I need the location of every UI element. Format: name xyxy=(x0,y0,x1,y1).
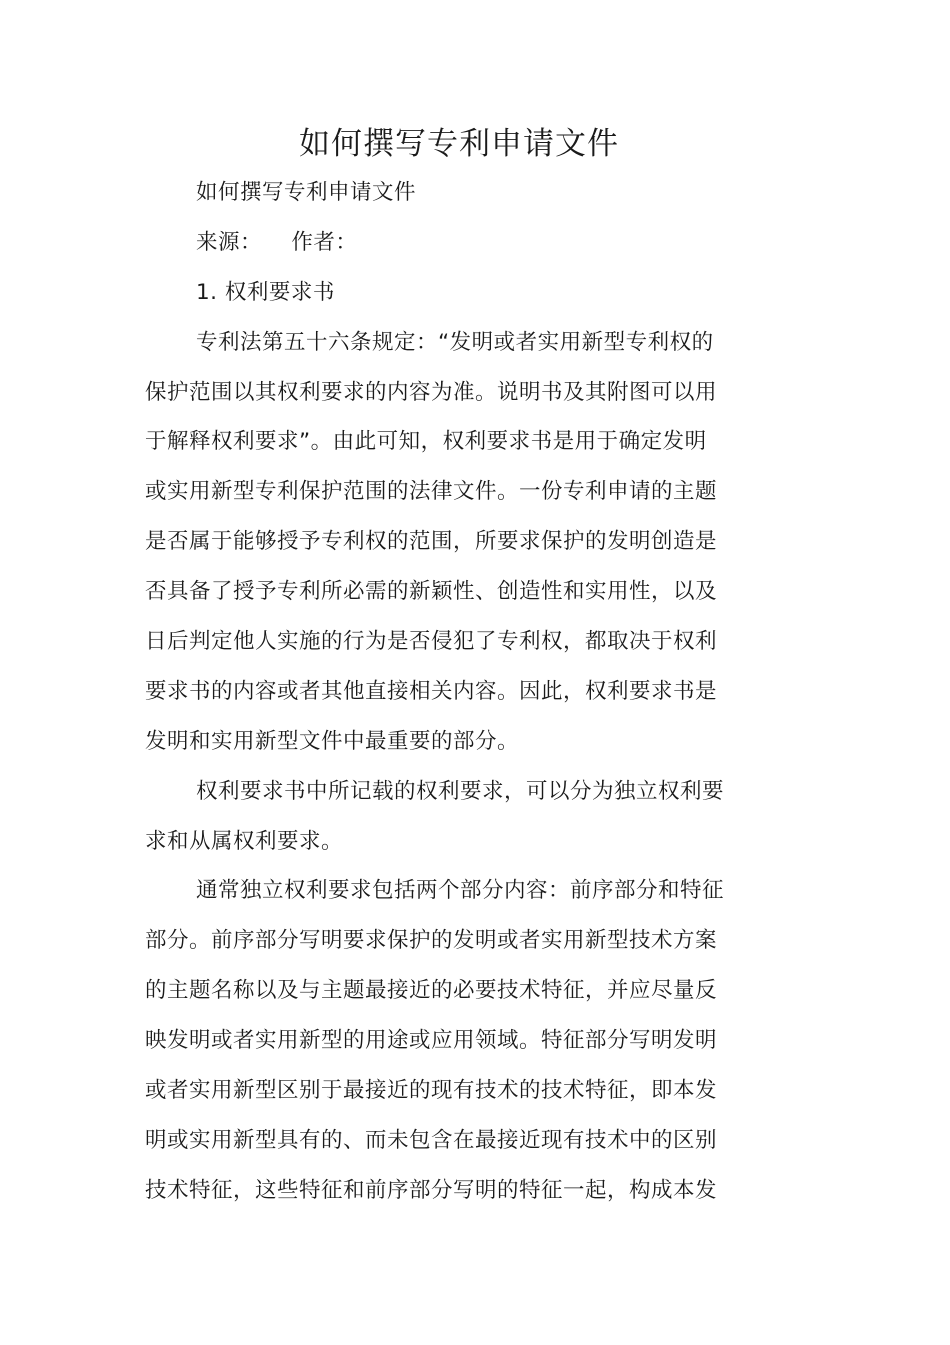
body-line: 部分。前序部分写明要求保护的发明或者实用新型技术方案 xyxy=(145,928,718,954)
body-line: 专利法第五十六条规定：“发明或者实用新型专利权的 xyxy=(196,329,714,355)
body-line: 通常独立权利要求包括两个部分内容：前序部分和特征 xyxy=(196,878,725,904)
document-body xyxy=(145,168,747,1216)
document-title: 如何撰写专利申请文件 xyxy=(299,126,619,162)
body-line: 映发明或者实用新型的用途或应用领域。特征部分写明发明 xyxy=(145,1028,718,1054)
body-line: 要求书的内容或者其他直接相关内容。因此，权利要求书是 xyxy=(145,678,718,704)
body-line: 发明和实用新型文件中最重要的部分。 xyxy=(145,728,520,754)
body-line: 或者实用新型区别于最接近的现有技术的技术特征，即本发 xyxy=(145,1078,718,1104)
body-line: 于解释权利要求”。由此可知，权利要求书是用于确定发明 xyxy=(145,429,707,455)
body-line: 保护范围以其权利要求的内容为准。说明书及其附图可以用 xyxy=(145,379,718,405)
body-line: 如何撰写专利申请文件 xyxy=(196,180,417,205)
body-line: 来源： 作者： xyxy=(196,229,358,255)
body-line: 权利要求书中所记载的权利要求，可以分为独立权利要 xyxy=(196,778,725,804)
body-line: 或实用新型专利保护范围的法律文件。一份专利申请的主题 xyxy=(145,479,718,505)
body-line: 否具备了授予专利所必需的新颖性、创造性和实用性，以及 xyxy=(145,579,718,605)
body-line: 的主题名称以及与主题最接近的必要技术特征，并应尽量反 xyxy=(145,978,718,1004)
body-line: 1. 权利要求书 xyxy=(196,279,335,305)
body-line: 日后判定他人实施的行为是否侵犯了专利权，都取决于权利 xyxy=(145,629,718,655)
body-line: 是否属于能够授予专利权的范围，所要求保护的发明创造是 xyxy=(145,529,718,555)
body-line: 明或实用新型具有的、而未包含在最接近现有技术中的区别 xyxy=(145,1127,718,1153)
body-line: 求和从属权利要求。 xyxy=(145,828,344,854)
body-line: 技术特征，这些特征和前序部分写明的特征一起，构成本发 xyxy=(145,1177,718,1203)
